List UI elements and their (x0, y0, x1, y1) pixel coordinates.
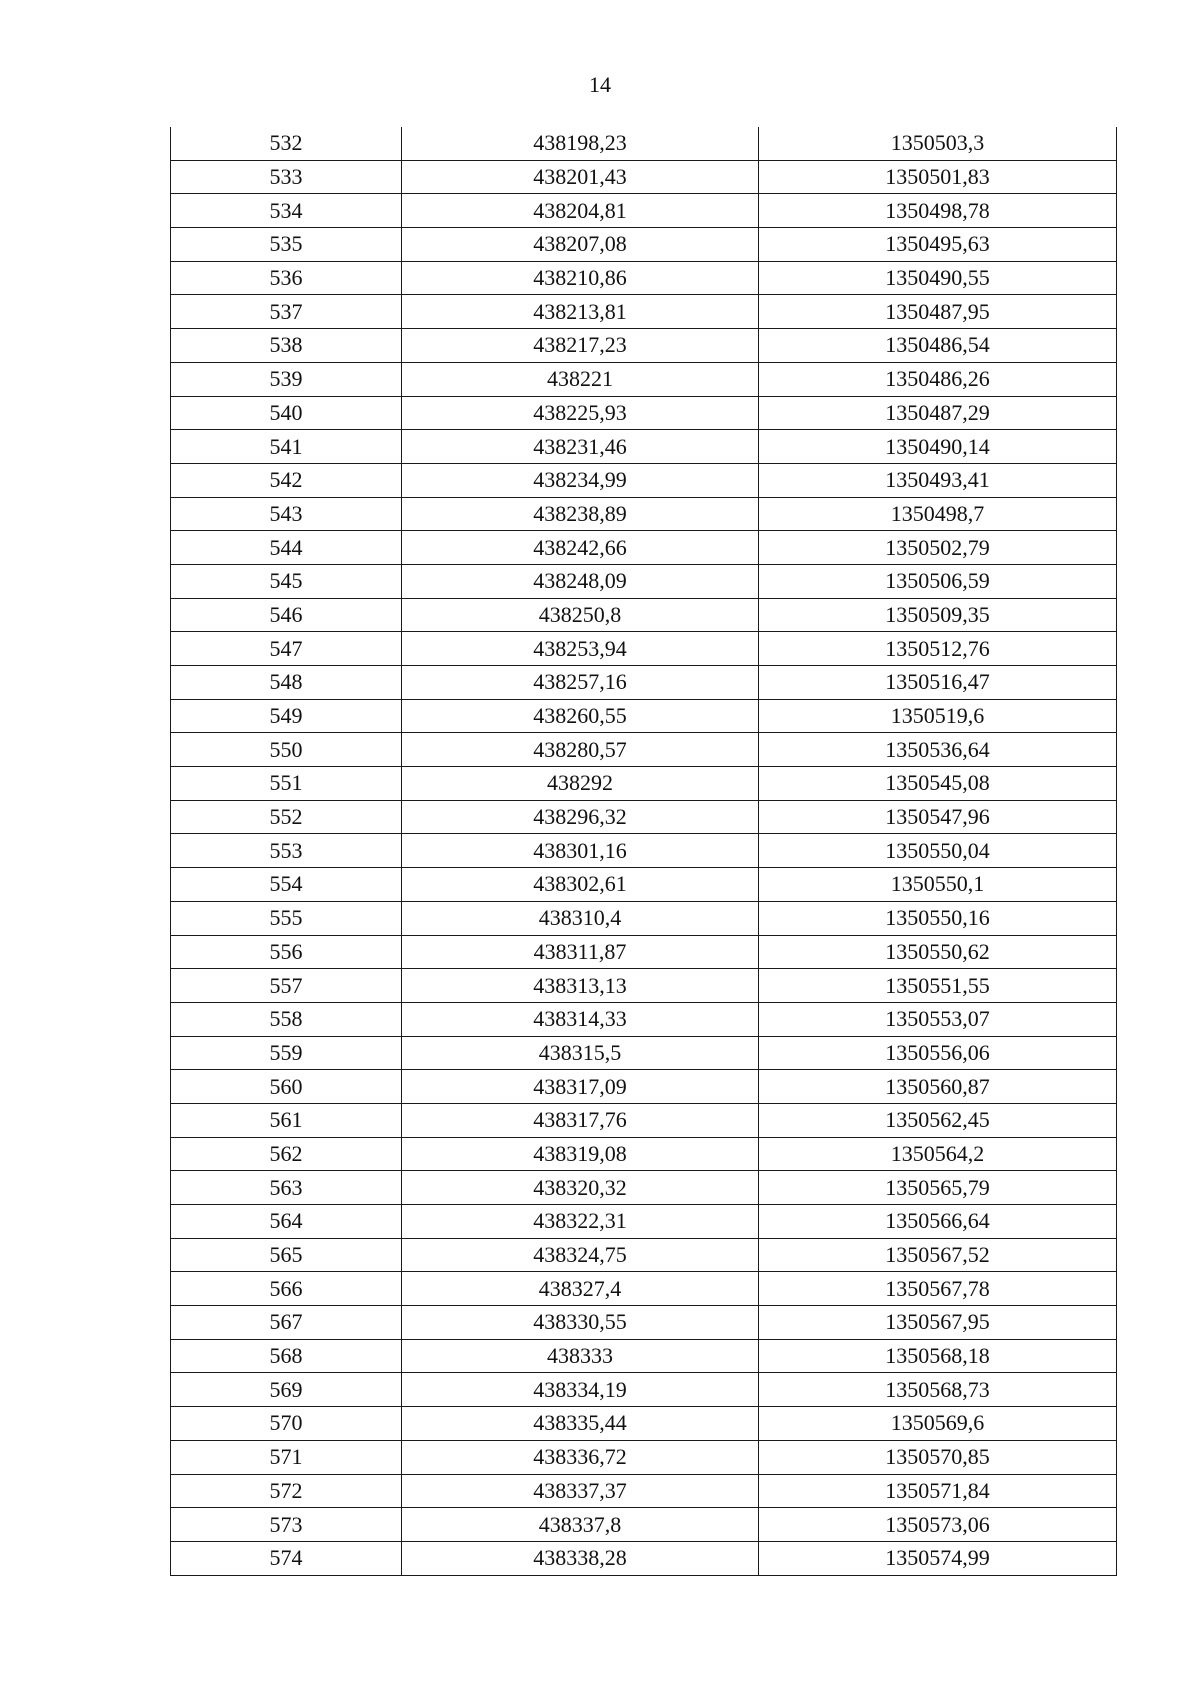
point-number-cell: 563 (171, 1171, 402, 1205)
x-coordinate-cell: 438231,46 (402, 430, 759, 464)
y-coordinate-cell: 1350550,1 (759, 868, 1117, 902)
table-row (171, 228, 1117, 262)
point-number-cell: 544 (171, 531, 402, 565)
y-coordinate-cell: 1350565,79 (759, 1171, 1117, 1205)
table-row (171, 1205, 1117, 1239)
x-coordinate-cell: 438317,76 (402, 1103, 759, 1137)
table-row (171, 1407, 1117, 1441)
point-number-cell: 547 (171, 632, 402, 666)
x-coordinate-cell: 438225,93 (402, 396, 759, 430)
y-coordinate-cell: 1350490,14 (759, 430, 1117, 464)
point-number-cell: 570 (171, 1407, 402, 1441)
y-coordinate-cell: 1350568,73 (759, 1373, 1117, 1407)
x-coordinate-cell: 438234,99 (402, 463, 759, 497)
table-row (171, 733, 1117, 767)
y-coordinate-cell: 1350550,62 (759, 935, 1117, 969)
y-coordinate-cell: 1350567,78 (759, 1272, 1117, 1306)
y-coordinate-cell: 1350487,29 (759, 396, 1117, 430)
y-coordinate-cell: 1350487,95 (759, 295, 1117, 329)
point-number-cell: 556 (171, 935, 402, 969)
point-number-cell: 532 (171, 127, 402, 160)
y-coordinate-cell: 1350570,85 (759, 1440, 1117, 1474)
x-coordinate-cell: 438302,61 (402, 868, 759, 902)
table-row (171, 1272, 1117, 1306)
point-number-cell: 548 (171, 666, 402, 700)
y-coordinate-cell: 1350571,84 (759, 1474, 1117, 1508)
y-coordinate-cell: 1350567,52 (759, 1238, 1117, 1272)
point-number-cell: 546 (171, 598, 402, 632)
table-row (171, 598, 1117, 632)
y-coordinate-cell: 1350553,07 (759, 1002, 1117, 1036)
table-row (171, 1508, 1117, 1542)
table-row (171, 1541, 1117, 1575)
y-coordinate-cell: 1350547,96 (759, 800, 1117, 834)
x-coordinate-cell: 438311,87 (402, 935, 759, 969)
table-row (171, 699, 1117, 733)
x-coordinate-cell: 438313,13 (402, 969, 759, 1003)
table-row (171, 564, 1117, 598)
x-coordinate-cell: 438207,08 (402, 228, 759, 262)
y-coordinate-cell: 1350566,64 (759, 1205, 1117, 1239)
point-number-cell: 552 (171, 800, 402, 834)
table-row (171, 127, 1117, 160)
point-number-cell: 568 (171, 1339, 402, 1373)
y-coordinate-cell: 1350495,63 (759, 228, 1117, 262)
y-coordinate-cell: 1350562,45 (759, 1103, 1117, 1137)
x-coordinate-cell: 438248,09 (402, 564, 759, 598)
table-row (171, 463, 1117, 497)
table-row (171, 1036, 1117, 1070)
y-coordinate-cell: 1350573,06 (759, 1508, 1117, 1542)
table-row (171, 666, 1117, 700)
coordinates-table-body (171, 127, 1117, 1575)
table-row (171, 935, 1117, 969)
x-coordinate-cell: 438335,44 (402, 1407, 759, 1441)
x-coordinate-cell: 438250,8 (402, 598, 759, 632)
x-coordinate-cell: 438320,32 (402, 1171, 759, 1205)
point-number-cell: 574 (171, 1541, 402, 1575)
x-coordinate-cell: 438253,94 (402, 632, 759, 666)
table-row (171, 531, 1117, 565)
x-coordinate-cell: 438213,81 (402, 295, 759, 329)
x-coordinate-cell: 438217,23 (402, 329, 759, 363)
x-coordinate-cell: 438315,5 (402, 1036, 759, 1070)
point-number-cell: 551 (171, 767, 402, 801)
table-row (171, 430, 1117, 464)
table-row (171, 834, 1117, 868)
x-coordinate-cell: 438327,4 (402, 1272, 759, 1306)
point-number-cell: 559 (171, 1036, 402, 1070)
point-number-cell: 571 (171, 1440, 402, 1474)
point-number-cell: 540 (171, 396, 402, 430)
y-coordinate-cell: 1350550,16 (759, 901, 1117, 935)
x-coordinate-cell: 438337,37 (402, 1474, 759, 1508)
point-number-cell: 557 (171, 969, 402, 1003)
table-row (171, 1306, 1117, 1340)
table-row (171, 160, 1117, 194)
x-coordinate-cell: 438221 (402, 362, 759, 396)
x-coordinate-cell: 438337,8 (402, 1508, 759, 1542)
point-number-cell: 536 (171, 261, 402, 295)
y-coordinate-cell: 1350551,55 (759, 969, 1117, 1003)
y-coordinate-cell: 1350498,78 (759, 194, 1117, 228)
y-coordinate-cell: 1350498,7 (759, 497, 1117, 531)
x-coordinate-cell: 438317,09 (402, 1070, 759, 1104)
point-number-cell: 572 (171, 1474, 402, 1508)
table-row (171, 868, 1117, 902)
x-coordinate-cell: 438334,19 (402, 1373, 759, 1407)
point-number-cell: 534 (171, 194, 402, 228)
table-row (171, 1171, 1117, 1205)
table-row (171, 901, 1117, 935)
table-row (171, 497, 1117, 531)
y-coordinate-cell: 1350501,83 (759, 160, 1117, 194)
page-number: 14 (589, 72, 611, 97)
x-coordinate-cell: 438210,86 (402, 261, 759, 295)
x-coordinate-cell: 438324,75 (402, 1238, 759, 1272)
point-number-cell: 564 (171, 1205, 402, 1239)
y-coordinate-cell: 1350568,18 (759, 1339, 1117, 1373)
x-coordinate-cell: 438292 (402, 767, 759, 801)
table-row (171, 1440, 1117, 1474)
table-row (171, 295, 1117, 329)
point-number-cell: 533 (171, 160, 402, 194)
y-coordinate-cell: 1350486,54 (759, 329, 1117, 363)
x-coordinate-cell: 438330,55 (402, 1306, 759, 1340)
y-coordinate-cell: 1350512,76 (759, 632, 1117, 666)
table-row (171, 1373, 1117, 1407)
table-row (171, 1137, 1117, 1171)
table-row (171, 767, 1117, 801)
y-coordinate-cell: 1350556,06 (759, 1036, 1117, 1070)
y-coordinate-cell: 1350486,26 (759, 362, 1117, 396)
x-coordinate-cell: 438238,89 (402, 497, 759, 531)
table-row (171, 396, 1117, 430)
point-number-cell: 567 (171, 1306, 402, 1340)
table-row (171, 1002, 1117, 1036)
point-number-cell: 545 (171, 564, 402, 598)
x-coordinate-cell: 438242,66 (402, 531, 759, 565)
y-coordinate-cell: 1350506,59 (759, 564, 1117, 598)
x-coordinate-cell: 438296,32 (402, 800, 759, 834)
point-number-cell: 555 (171, 901, 402, 935)
point-number-cell: 550 (171, 733, 402, 767)
x-coordinate-cell: 438314,33 (402, 1002, 759, 1036)
x-coordinate-cell: 438336,72 (402, 1440, 759, 1474)
y-coordinate-cell: 1350567,95 (759, 1306, 1117, 1340)
point-number-cell: 541 (171, 430, 402, 464)
x-coordinate-cell: 438322,31 (402, 1205, 759, 1239)
point-number-cell: 543 (171, 497, 402, 531)
point-number-cell: 562 (171, 1137, 402, 1171)
y-coordinate-cell: 1350564,2 (759, 1137, 1117, 1171)
x-coordinate-cell: 438301,16 (402, 834, 759, 868)
table-row (171, 1070, 1117, 1104)
table-row (171, 194, 1117, 228)
y-coordinate-cell: 1350519,6 (759, 699, 1117, 733)
point-number-cell: 537 (171, 295, 402, 329)
table-row (171, 1238, 1117, 1272)
point-number-cell: 538 (171, 329, 402, 363)
x-coordinate-cell: 438198,23 (402, 127, 759, 160)
point-number-cell: 565 (171, 1238, 402, 1272)
table-row (171, 632, 1117, 666)
table-row (171, 261, 1117, 295)
table-row (171, 969, 1117, 1003)
table-row (171, 362, 1117, 396)
point-number-cell: 553 (171, 834, 402, 868)
table-row (171, 1474, 1117, 1508)
x-coordinate-cell: 438280,57 (402, 733, 759, 767)
x-coordinate-cell: 438201,43 (402, 160, 759, 194)
point-number-cell: 573 (171, 1508, 402, 1542)
point-number-cell: 561 (171, 1103, 402, 1137)
point-number-cell: 549 (171, 699, 402, 733)
coordinates-table (170, 127, 1117, 1576)
y-coordinate-cell: 1350490,55 (759, 261, 1117, 295)
y-coordinate-cell: 1350509,35 (759, 598, 1117, 632)
point-number-cell: 535 (171, 228, 402, 262)
y-coordinate-cell: 1350503,3 (759, 127, 1117, 160)
table-row (171, 1103, 1117, 1137)
y-coordinate-cell: 1350545,08 (759, 767, 1117, 801)
table-row (171, 329, 1117, 363)
y-coordinate-cell: 1350502,79 (759, 531, 1117, 565)
y-coordinate-cell: 1350536,64 (759, 733, 1117, 767)
table-row (171, 1339, 1117, 1373)
point-number-cell: 560 (171, 1070, 402, 1104)
table-row (171, 800, 1117, 834)
y-coordinate-cell: 1350569,6 (759, 1407, 1117, 1441)
x-coordinate-cell: 438260,55 (402, 699, 759, 733)
y-coordinate-cell: 1350550,04 (759, 834, 1117, 868)
y-coordinate-cell: 1350516,47 (759, 666, 1117, 700)
x-coordinate-cell: 438204,81 (402, 194, 759, 228)
y-coordinate-cell: 1350574,99 (759, 1541, 1117, 1575)
x-coordinate-cell: 438338,28 (402, 1541, 759, 1575)
point-number-cell: 554 (171, 868, 402, 902)
point-number-cell: 569 (171, 1373, 402, 1407)
x-coordinate-cell: 438310,4 (402, 901, 759, 935)
point-number-cell: 566 (171, 1272, 402, 1306)
x-coordinate-cell: 438333 (402, 1339, 759, 1373)
x-coordinate-cell: 438319,08 (402, 1137, 759, 1171)
point-number-cell: 558 (171, 1002, 402, 1036)
y-coordinate-cell: 1350493,41 (759, 463, 1117, 497)
point-number-cell: 542 (171, 463, 402, 497)
point-number-cell: 539 (171, 362, 402, 396)
x-coordinate-cell: 438257,16 (402, 666, 759, 700)
y-coordinate-cell: 1350560,87 (759, 1070, 1117, 1104)
